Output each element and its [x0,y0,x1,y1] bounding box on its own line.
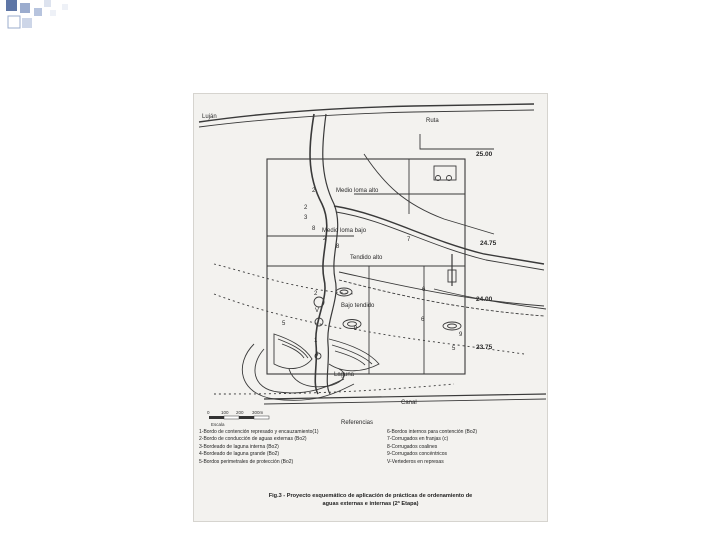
reference-item: 4-Bordeado de laguna grande (Bo2) [199,451,280,458]
map-marker: 6 [421,317,425,323]
reference-item: 7-Corrugados en franjas (c) [387,436,449,443]
scale-bar [209,416,269,419]
map-marker: 6 [422,287,426,293]
contour-label: 23.75 [476,344,493,351]
contour-label: 25.00 [476,151,493,158]
map-marker: 9 [459,332,463,338]
scale-label: Escala [211,422,225,427]
place-label-laguna: Laguna [334,372,355,378]
scale-tick-label: 200 [236,410,244,415]
scale-tick-label: 100 [221,410,229,415]
map-marker: 7 [407,237,411,243]
map-marker: 4 [315,352,319,358]
references-left-list [199,429,319,466]
map-marker: 9 [354,326,358,332]
references-title: Referencias [341,420,374,426]
caption-line-2: aguas externas e internas (2ª Etapa) [322,501,419,507]
reference-item: 6-Bordos internos para contención (Bo2) [387,429,478,435]
zone-label-bajo-tendido: Bajo tendido [341,303,375,309]
map-marker: 1 [314,338,318,344]
reference-item: 1-Bordo de contención represado y encauzamiento(1) [199,429,319,435]
reference-item: 8-Corrugados coalines [387,443,438,450]
contour-label: 24.00 [476,296,493,303]
map-marker: V [315,308,320,314]
map-marker: 5 [452,346,456,352]
zone-label-medio-loma-bajo: Medio loma bajo [322,228,367,234]
place-label-ruta: Ruta [426,118,439,124]
map-marker: 8 [312,226,316,232]
scanned-map-figure [193,93,548,522]
figure-caption [204,492,537,508]
caption-line-1: Fig.3 - Proyecto esquemático de aplicación de prácticas de ordenamiento de [268,493,473,499]
map-marker: 2 [304,205,308,211]
reference-item: 3-Bordeado de laguna interna (Bo2) [199,443,279,450]
corner-decoration [0,0,140,40]
place-label-lujan: Luján [202,114,217,120]
reference-item: 5-Bordos perimetrales de protección (Bo2) [199,458,294,465]
place-label-canal: Canal [401,400,417,406]
map-marker: 2 [312,188,316,194]
scale-tick-label: 300m [252,410,264,415]
reference-item: V-Vertederos en represas [387,458,444,465]
reference-item: 2-Bordo de conducción de aguas externas (Bo2) [199,436,307,443]
zone-label-medio-loma-alto: Medio loma alto [336,188,379,194]
reference-item: 9-Corrugados concéntricos [387,451,448,458]
map-marker: 5 [282,321,286,327]
map-marker: 2 [314,291,318,297]
map-marker: 2 [323,236,327,242]
scale-tick-label: 0 [207,410,210,415]
contour-label: 24.75 [480,240,497,247]
references-right-list [387,429,477,466]
map-marker: 3 [304,215,308,221]
map-marker: 8 [336,244,340,250]
zone-label-tendido-alto: Tendido alto [350,255,383,261]
